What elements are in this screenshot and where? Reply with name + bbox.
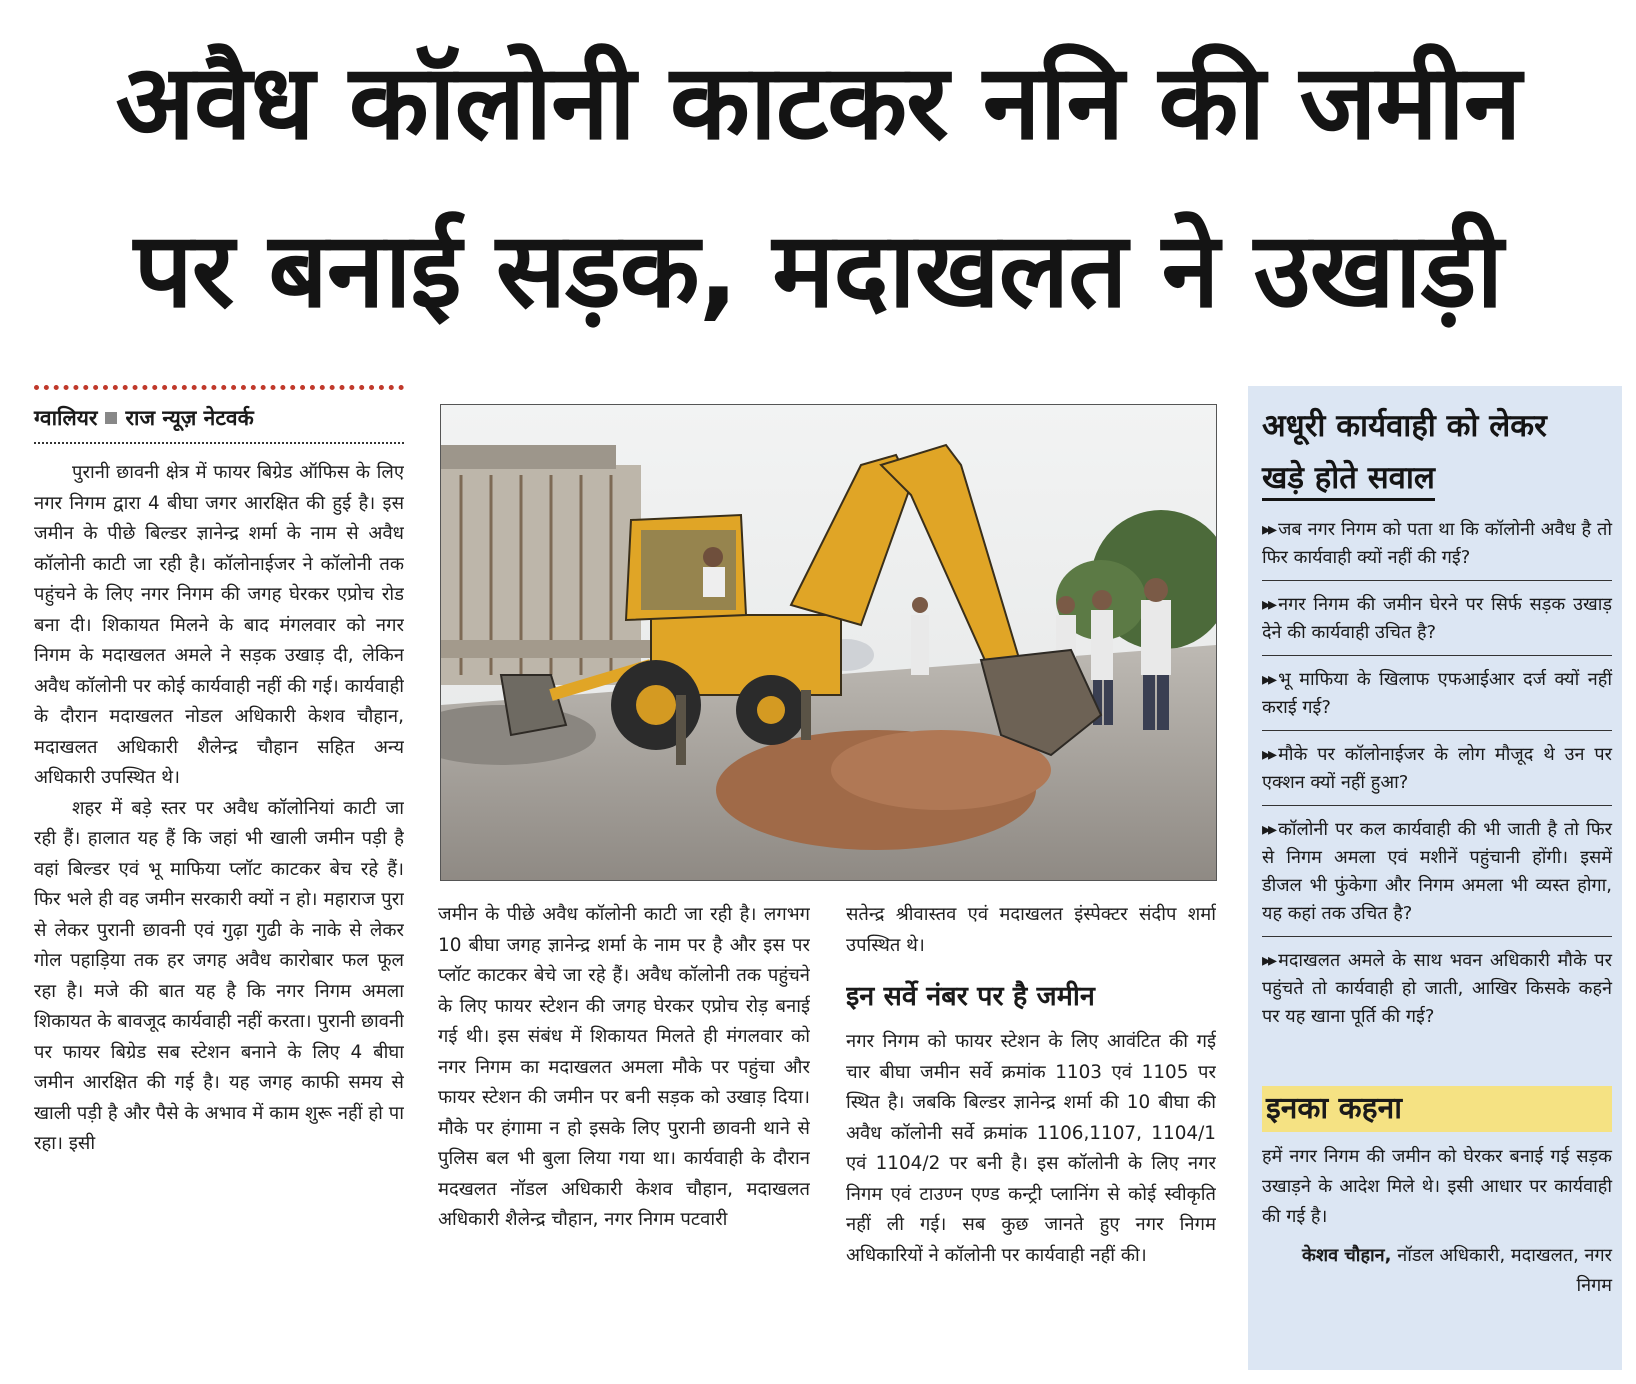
question-item xyxy=(1262,814,1612,937)
quote-text: हमें नगर निगम की जमीन को घेरकर बनाई गई सड़क उखाड़ने के आदेश मिले थे। इसी आधार पर कार्यवाही की गई है। xyxy=(1262,1146,1612,1227)
quote-attribution xyxy=(1262,1241,1612,1301)
question-text: कॉलोनी पर कल कार्यवाही की भी जाती है तो फिर से निगम अमला एवं मशीनें पहुंचानी होंगी। इसमें डीजल भी फुंकेगा और निगम अमला भी व्यस्त होगा, यह कहां तक उचित है? xyxy=(1262,819,1612,924)
double-arrow-icon: ▸▸ xyxy=(1262,950,1275,971)
double-arrow-icon: ▸▸ xyxy=(1262,744,1275,765)
dotted-rule xyxy=(34,385,404,390)
question-text: जब नगर निगम को पता था कि कॉलोनी अवैध है तो फिर कार्यवाही क्यों नहीं की गई? xyxy=(1262,519,1612,568)
question-item xyxy=(1262,664,1612,731)
question-list xyxy=(1262,514,1612,1047)
article-paragraph: नगर निगम को फायर स्टेशन के लिए आवंटित की गई चार बीघा जमीन सर्वे क्रमांक 1103 एवं 1105 पर स्थित है। जबकि बिल्डर ज्ञानेन्द्र शर्मा की 10 बीघा की अवैध कॉलोनी सर्वे क्रमांक 1106,1107, 1104/1 एवं 1104/2 पर बनी है। इस कॉलोनी के लिए नगर निगम एवं टाउण्न एण्ड कन्ट्री प्लानिंग से कोई स्वीकृति नहीं ली गई। सब कुछ जानते हुए नगर निगम अधिकारियों ने कॉलोनी पर कार्यवाही नहीं की। xyxy=(846,1031,1216,1266)
quote-heading: इनका कहना xyxy=(1262,1086,1612,1132)
article-column-1 xyxy=(34,458,404,1368)
article-paragraph: सतेन्द्र श्रीवास्तव एवं मदाखलत इंस्पेक्टर संदीप शर्मा उपस्थित थे। xyxy=(846,904,1216,956)
headline-line-1: अवैध कॉलोनी काटकर ननि की जमीन xyxy=(115,41,1521,163)
question-item xyxy=(1262,514,1612,581)
square-separator-icon xyxy=(105,412,117,424)
subheading: इन सर्वे नंबर पर है जमीन xyxy=(846,981,1095,1012)
headline-line-2: पर बनाई सड़क, मदाखलत ने उखाड़ी xyxy=(133,209,1503,331)
news-photo-excavator xyxy=(440,404,1217,881)
article-paragraph: पुरानी छावनी क्षेत्र में फायर बिग्रेड ऑफिस के लिए नगर निगम द्वारा 4 बीघा जगर आरक्षित की हुई है। इस जमीन के पीछे बिल्डर ज्ञानेन्द्र शर्मा के नाम से अवैध कॉलोनी काटी जा रही है। कॉलोनाईजर ने कॉलोनी तक पहुंचने के लिए नगर निगम की जगह घेरकर एप्रोच रोड बना दी। शिकायत मिलने के बाद मंगलवार को नगर निगम के मदाखलत अमले ने सड़क उखाड़ दी, लेकिन अवैध कॉलोनी पर कोई कार्यवाही नहीं की गई। कार्यवाही के दौरान मदाखलत नोडल अधिकारी केशव चौहान, मदाखलत अधिकारी शैलेन्द्र चौहान सहित अन्य अधिकारी उपस्थित थे। xyxy=(34,462,404,788)
sidebar-title xyxy=(1262,400,1612,504)
quote-name: केशव चौहान, xyxy=(1302,1245,1392,1266)
double-arrow-icon: ▸▸ xyxy=(1262,669,1275,690)
article-column-2 xyxy=(438,900,810,1370)
photo-illustration xyxy=(441,405,1216,880)
question-text: मौके पर कॉलोनाईजर के लोग मौजूद थे उन पर एक्शन क्यों नहीं हुआ? xyxy=(1262,744,1612,793)
quote-role: नॉडल अधिकारी, मदाखलत, नगर निगम xyxy=(1397,1245,1612,1296)
article-paragraph: शहर में बड़े स्तर पर अवैध कॉलोनियां काटी जा रही हैं। हालात यह हैं कि जहां भी खाली जमीन पड़ी है वहां बिल्डर एवं भू माफिया प्लॉट काटकर बेच रहे हैं। फिर भले ही वह जमीन सरकारी क्यों न हो। महाराज पुरा से लेकर पुरानी छावनी एवं गुढ़ा गुढी के नाके से लेकर गोल पहाड़िया तक हर जगह अवैध कारोबार फल फूल रहा है। मजे की बात यह है कि नगर निगम अमला शिकायत के बावजूद कार्यवाही नहीं करता। पुरानी छावनी पर फायर बिग्रेड सब स्टेशन बनाने के लिए 4 बीघा जमीन आरक्षित की गई है। यह जगह काफी समय से खाली पड़ी है और पैसे के अभाव में काम शुरू नहीं हो पा रहा। इसी xyxy=(34,797,404,1154)
sidebar-box xyxy=(1248,386,1622,1370)
sidebar-title-line-2: खड़े होते सवाल xyxy=(1262,460,1435,501)
question-text: मदाखलत अमले के साथ भवन अधिकारी मौके पर पहुंचते तो कार्यवाही हो जाती, आखिर किसके कहने पर यह खाना पूर्ति की गई? xyxy=(1262,950,1612,1027)
headline xyxy=(0,18,1636,354)
question-item xyxy=(1262,739,1612,806)
sidebar-title-line-1: अधूरी कार्यवाही को लेकर xyxy=(1262,408,1547,444)
double-arrow-icon: ▸▸ xyxy=(1262,519,1275,540)
byline-city: ग्वालियर xyxy=(34,406,98,430)
article-column-3 xyxy=(846,900,1216,1370)
article-paragraph: जमीन के पीछे अवैध कॉलोनी काटी जा रही है। लगभग 10 बीघा जगह ज्ञानेन्द्र शर्मा के नाम पर है और इस पर प्लॉट काटकर बेचे जा रहे हैं। अवैध कॉलोनी तक पहुंचने के लिए फायर स्टेशन की जगह घेरकर एप्रोच रोड़ बनाई गई थी। इस संबंध में शिकायत मिलते ही मंगलवार को नगर निगम का मदाखलत अमला मौके पर पहुंचा और फायर स्टेशन की जमीन पर बनी सड़क को उखाड़ दिया। मौके पर हंगामा न हो इसके लिए पुरानी छावनी थाने से पुलिस बल भी बुला लिया गया था। कार्यवाही के दौरान मदखलत नॉडल अधिकारी केशव चौहान, मदाखलत अधिकारी शैलेन्द्र चौहान, नगर निगम पटवारी xyxy=(438,904,810,1230)
question-item xyxy=(1262,945,1612,1039)
byline-agency: राज न्यूज़ नेटवर्क xyxy=(125,406,254,430)
question-item xyxy=(1262,589,1612,656)
byline-rule xyxy=(34,442,404,444)
double-arrow-icon: ▸▸ xyxy=(1262,819,1275,840)
double-arrow-icon: ▸▸ xyxy=(1262,594,1275,615)
question-text: भू माफिया के खिलाफ एफआईआर दर्ज क्यों नहीं कराई गई? xyxy=(1262,669,1612,718)
question-text: नगर निगम की जमीन घेरने पर सिर्फ सड़क उखाड़ देने की कार्यवाही उचित है? xyxy=(1262,594,1612,643)
byline xyxy=(34,402,404,434)
